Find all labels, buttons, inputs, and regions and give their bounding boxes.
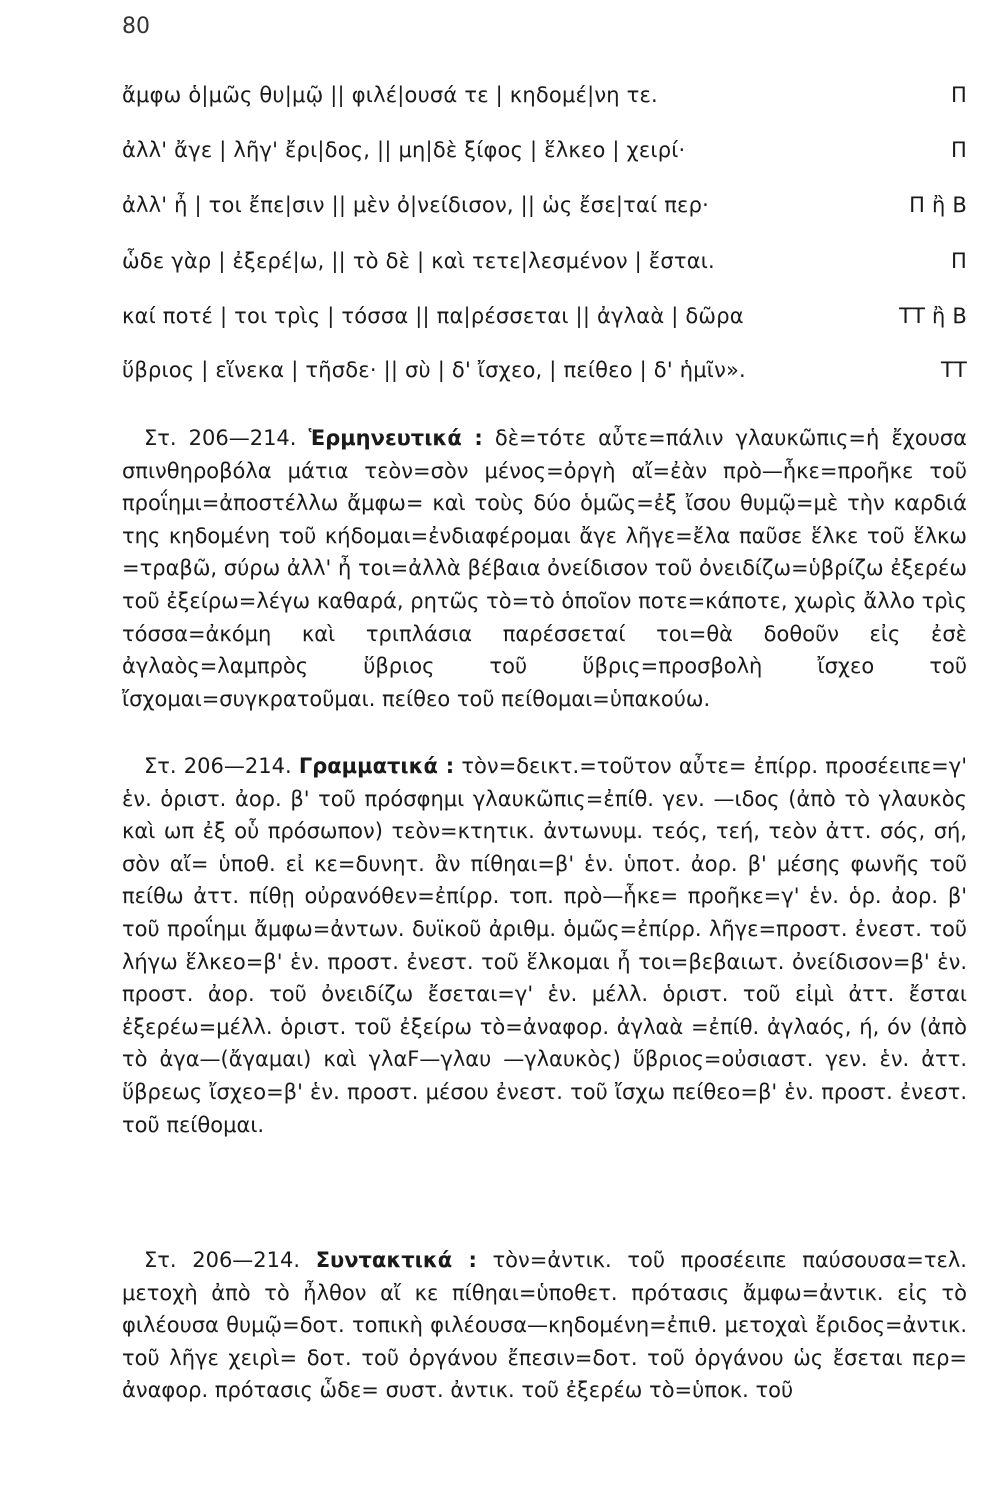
meter-mark: Π bbox=[951, 249, 967, 273]
verse-line bbox=[122, 304, 967, 338]
meter-mark: ΤΤ bbox=[940, 358, 967, 382]
section-text: δὲ=τότε αὖτε=πάλιν γλαυκῶπις=ἡ ἔχουσα σπινθηροβόλα μάτια τεὸν=σὸν μένος=ὀργὴ αἴ=ἐὰν πρὸ—ἧκε=προῆκε τοῦ προΐημι=ἀποστέλλω ἄμφω= καὶ τοὺς δύο ὁμῶς=ἐξ ἴσου θυμῷ=μὲ τὴν καρδιά της κηδομένη τοῦ κήδομαι=ἐνδιαφέρομαι ἄγε λῆγε=ἔλα παῦσε ἕλκε τοῦ ἕλκω =τραβῶ, σύρω ἀλλ' ἦ τοι=ἀλλὰ βέβαια ὀνείδισον τοῦ ὀνειδίζω=ὑβρίζω ἐξερέω τοῦ ἐξείρω=λέγω καθαρά, ρητῶς τὸ=τὸ ὁποῖον ποτε=κάποτε, χωρὶς ἄλλο τρὶς τόσσα=ἀκόμη καὶ τριπλάσια παρέσσεταί τοι=θὰ δοθοῦν εἰς ἐσὲ ἀγλαὸς=λαμπρὸς ὕβριος τοῦ ὕβρις=προσβολὴ ἴσχεο τοῦ ἴσχομαι=συγκρατοῦμαι. πείθεο τοῦ πείθομαι=ὑπακούω. bbox=[122, 426, 967, 711]
verse-line bbox=[122, 193, 967, 227]
meter-mark: Π bbox=[951, 83, 967, 107]
section-ref: Στ. 206—214. bbox=[144, 1248, 301, 1272]
syntactic-notes bbox=[122, 1244, 967, 1407]
interpretive-notes bbox=[122, 422, 967, 715]
verse-text: ὧδε γὰρ | ἐξερέ|ω, || τὸ δὲ | καὶ τετε|λεσμένον | ἔσται. bbox=[122, 249, 715, 273]
meter-mark: Π ἢ Β bbox=[909, 193, 967, 217]
section-ref: Στ. 206—214. bbox=[144, 754, 292, 778]
section-text: τὸν=ἀντικ. τοῦ προσέειπε παύσουσα=τελ. μετοχὴ ἀπὸ τὸ ἦλθον αἴ κε πίθηαι=ὑποθετ. πρότασις ἄμφω=ἀντικ. εἰς τὸ φιλέουσα θυμῷ=δοτ. τοπικὴ φιλέουσα—κηδομένη=ἐπιθ. μετοχαὶ ἔριδος=ἀντικ. τοῦ λῆγε χειρὶ= δοτ. τοῦ ὀργάνου ἔπεσιν=δοτ. τοῦ ὀργάνου ὡς ἔσεται περ= ἀναφορ. πρότασις ὧδε= συστ. ἀντικ. τοῦ ἐξερέω τὸ=ὑποκ. τοῦ bbox=[122, 1248, 967, 1403]
verse-text: ἀλλ' ἦ | τοι ἔπε|σιν || μὲν ὀ|νείδισον, || ὡς ἔσε|ταί περ· bbox=[122, 193, 710, 217]
verse-text: ἀλλ' ἄγε | λῆγ' ἔρι|δος, || μη|δὲ ξίφος | ἕλκεο | χειρί· bbox=[122, 138, 686, 162]
verse-text: ὕβριος | εἵνεκα | τῆσδε· || σὺ | δ' ἴσχεο, | πείθεο | δ' ἡμῖν». bbox=[122, 358, 746, 382]
verse-text: καί ποτέ | τοι τρὶς | τόσσα || πα|ρέσσεται || ἀγλαὰ | δῶρα bbox=[122, 304, 744, 328]
meter-mark: Π bbox=[951, 138, 967, 162]
verse-text: ἄμφω ὁ|μῶς θυ|μῷ || φιλέ|ουσά τε | κηδομέ|νη τε. bbox=[122, 83, 658, 107]
section-heading: Συντακτικά : bbox=[315, 1248, 477, 1272]
verse-line bbox=[122, 138, 967, 172]
section-ref: Στ. 206—214. bbox=[144, 426, 297, 450]
verse-line bbox=[122, 83, 967, 117]
page-number: 80 bbox=[122, 14, 150, 39]
section-heading: Ἑρμηνευτικά : bbox=[308, 426, 483, 450]
meter-mark: ΤΤ ἢ Β bbox=[899, 304, 967, 328]
section-text: τὸν=δεικτ.=τοῦτον αὖτε= ἐπίρρ. προσέειπε=γ' ἑν. ὁριστ. ἀορ. β' τοῦ πρόσφημι γλαυκῶπις=ἐπίθ. γεν. —ιδος (ἀπὸ τὸ γλαυκὸς καὶ ωπ ἐξ οὗ πρόσωπον) τεὸν=κτητικ. ἀντωνυμ. τεός, τεή, τεὸν ἀττ. σός, σή, σὸν αἴ= ὑποθ. εἰ κε=δυνητ. ἂν πίθηαι=β' ἑν. ὑποτ. ἀορ. β' μέσης φωνῆς τοῦ πείθω ἀττ. πίθῃ οὐρανόθεν=ἐπίρρ. τοπ. πρὸ—ἧκε= προῆκε=γ' ἑν. ὁρ. ἀορ. β' τοῦ προΐημι ἄμφω=ἀντων. δυϊκοῦ ἀριθμ. ὁμῶς=ἐπίρρ. λῆγε=προστ. ἐνεστ. τοῦ λήγω ἕλκεο=β' ἑν. προστ. ἐνεστ. τοῦ ἕλκομαι ἦ τοι=βεβαιωτ. ὀνείδισον=β' ἑν. προστ. ἀορ. τοῦ ὀνειδίζω ἔσεται=γ' ἑν. μέλλ. ὁριστ. τοῦ εἰμὶ ἀττ. ἔσται ἐξερέω=μέλλ. ὁριστ. τοῦ ἐξείρω τὸ=ἀναφορ. ἀγλαὰ =ἐπίθ. ἀγλαός, ή, όν (ἀπὸ τὸ ἀγα—(ἄγαμαι) καὶ γλαF—γλαυ —γλαυκὸς) ὕβριος=οὐσιαστ. γεν. ἑν. ἀττ. ὕβρεως ἴσχεο=β' ἑν. προστ. μέσου ἐνεστ. τοῦ ἴσχω πείθεο=β' ἑν. προστ. ἐνεστ. τοῦ πείθομαι. bbox=[122, 754, 967, 1137]
grammatical-notes bbox=[122, 750, 967, 1141]
verse-line bbox=[122, 358, 967, 392]
verse-line bbox=[122, 249, 967, 283]
section-heading: Γραμματικά : bbox=[298, 754, 455, 778]
